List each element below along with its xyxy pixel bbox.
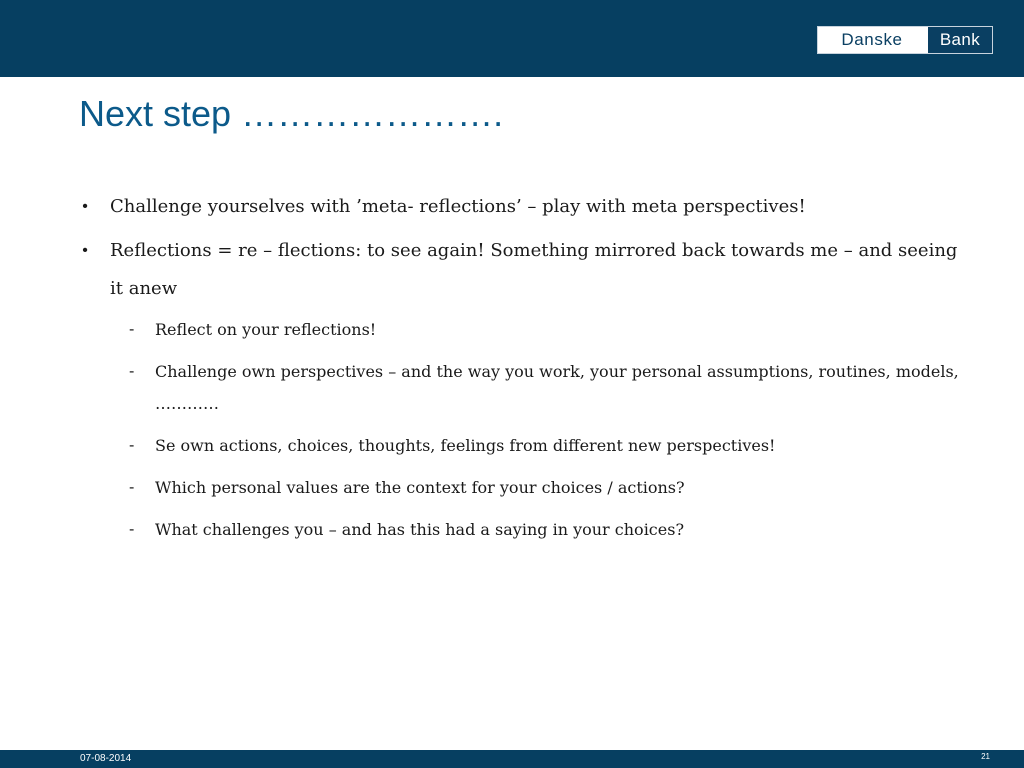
sub-marker: -: [129, 479, 135, 496]
logo-left-text: Danske: [818, 27, 926, 53]
sub-item-4: [79, 472, 959, 504]
sub-item-5: [79, 514, 959, 546]
bullet-marker: •: [82, 242, 88, 259]
sub-item-3: [79, 430, 959, 462]
sub-item-2: [79, 356, 959, 420]
sub-marker: -: [129, 321, 135, 338]
sub-text: Se own actions, choices, thoughts, feelings from different new perspectives!: [155, 436, 776, 455]
slide-content: [79, 188, 959, 556]
header-band: [0, 0, 1024, 77]
footer-date: 07-08-2014: [80, 753, 132, 764]
bullet-text: Reflections = re – flections: to see again! Something mirrored back towards me – and seeing it anew: [110, 240, 958, 299]
sub-text: Reflect on your reflections!: [155, 320, 377, 339]
sub-text: What challenges you – and has this had a saying in your choices?: [155, 520, 685, 539]
sub-marker: -: [129, 521, 135, 538]
footer-band: [0, 750, 1024, 768]
page-number: 21: [981, 752, 990, 761]
sub-text: Challenge own perspectives – and the way you work, your personal assumptions, routines, models, …………: [155, 362, 959, 413]
sub-text: Which personal values are the context for your choices / actions?: [155, 478, 685, 497]
bullet-item-1: [79, 188, 959, 226]
slide-title: Next step ………………….: [79, 93, 504, 134]
danske-bank-logo: [817, 26, 993, 54]
logo-right-text: Bank: [926, 27, 992, 53]
bullet-item-2: [79, 232, 959, 308]
bullet-text: Challenge yourselves with ’meta- reflections’ – play with meta perspectives!: [110, 196, 806, 217]
sub-item-1: [79, 314, 959, 346]
bullet-marker: •: [82, 198, 88, 215]
sub-marker: -: [129, 437, 135, 454]
sub-marker: -: [129, 363, 135, 380]
